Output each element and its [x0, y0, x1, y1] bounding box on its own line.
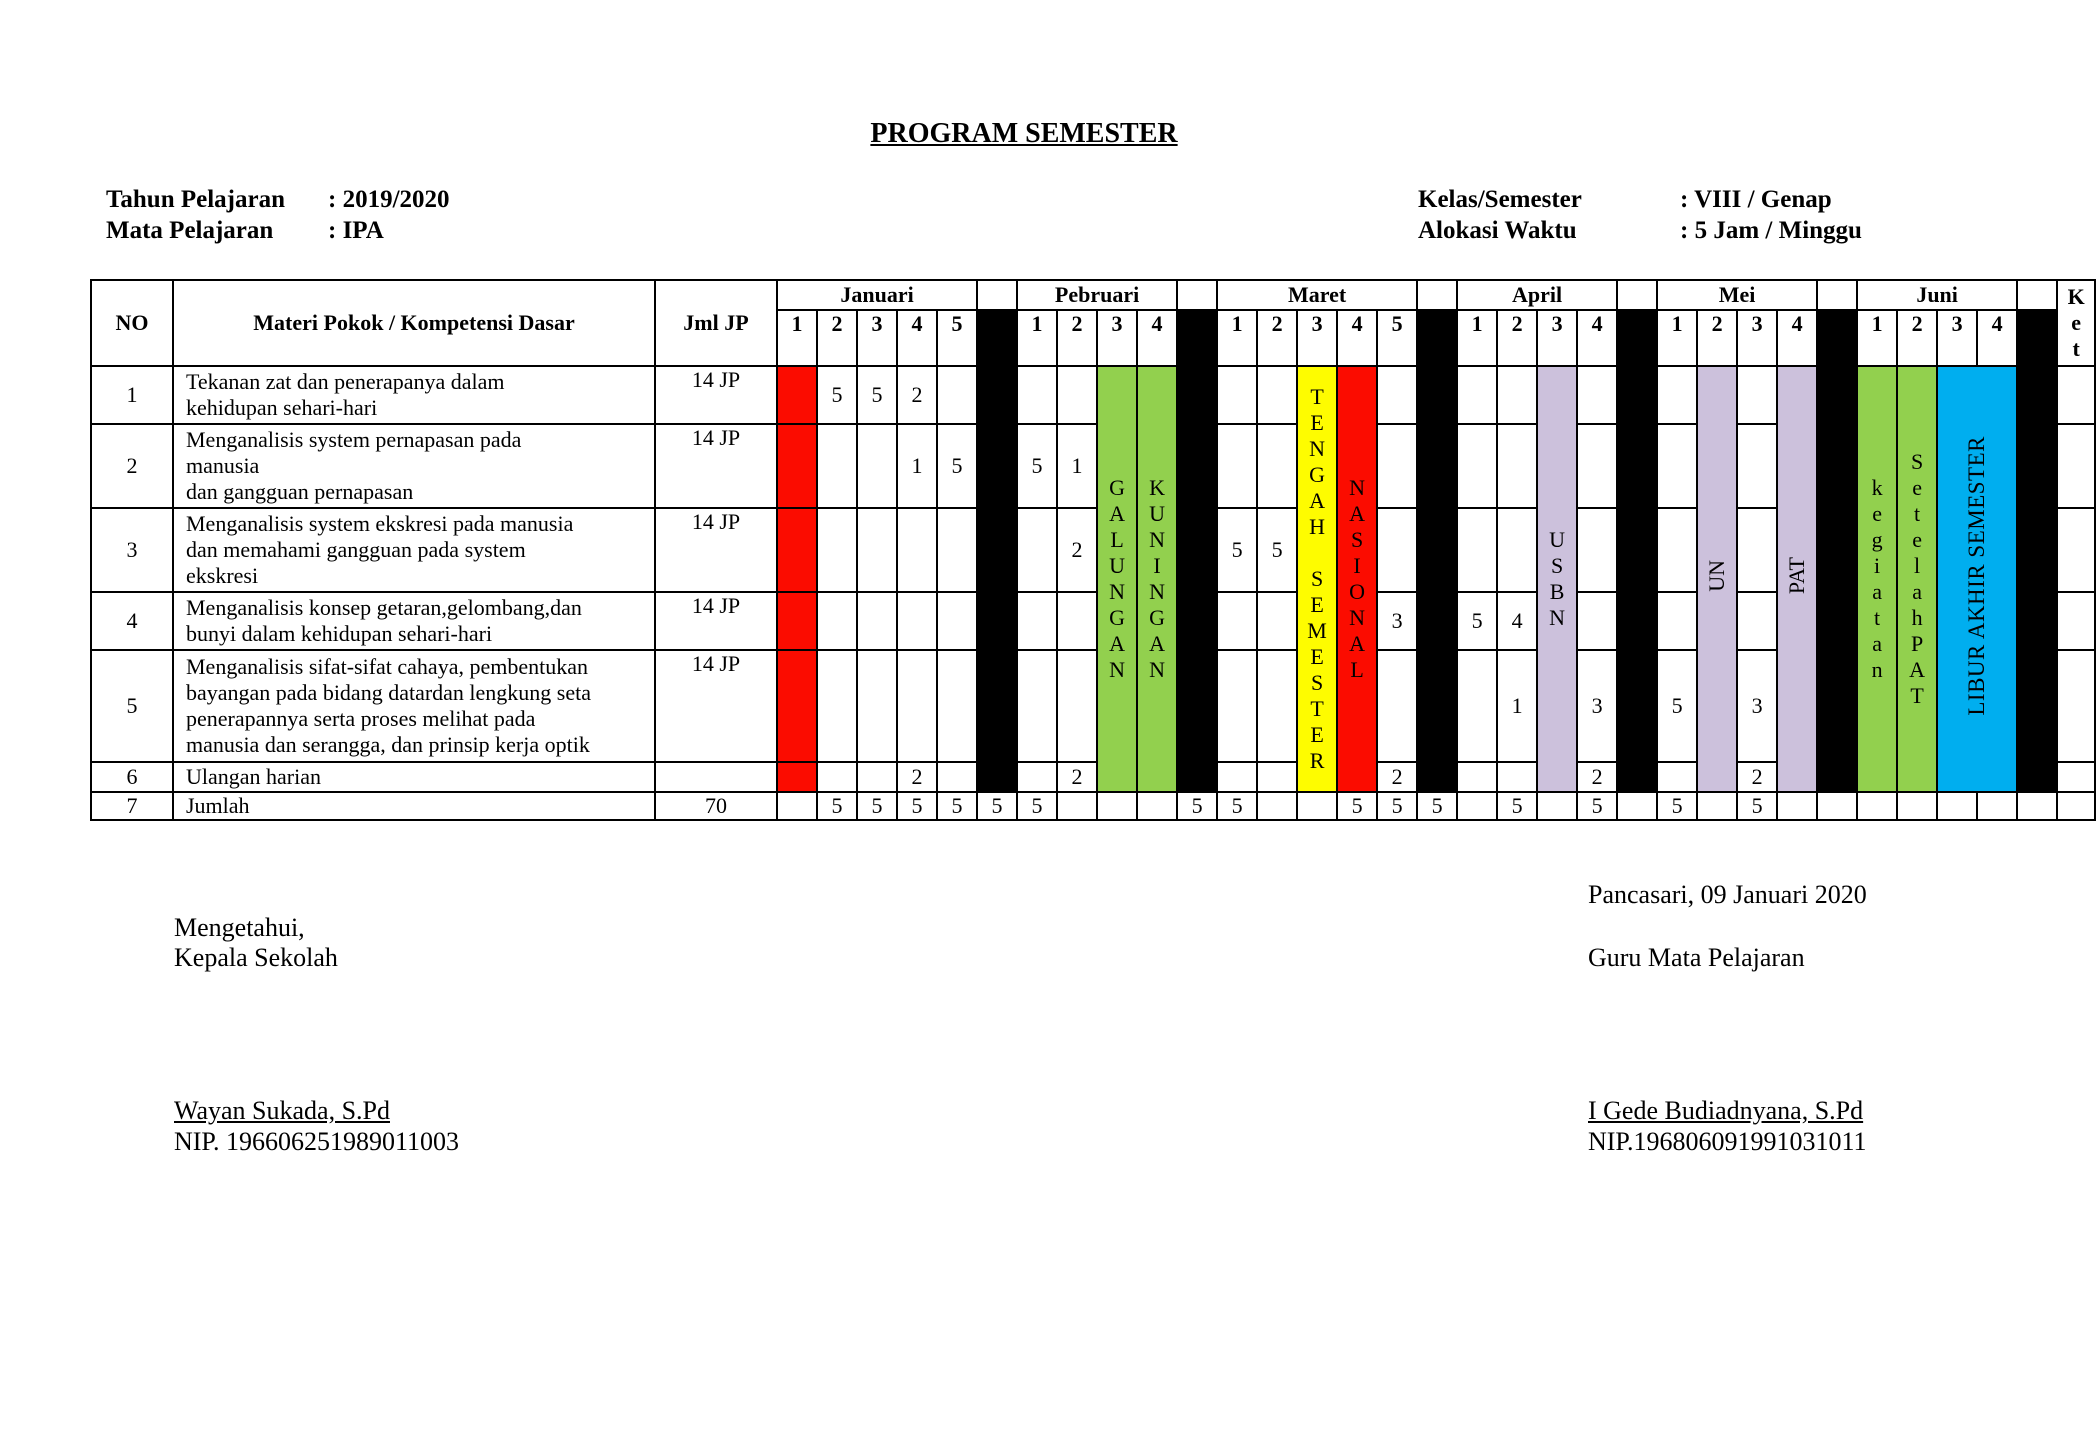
- col-jp-header: Jml JP: [655, 280, 777, 366]
- jumlah-cell: [1137, 792, 1177, 820]
- week-cell: [1497, 366, 1537, 424]
- month-mei: Mei: [1657, 280, 1817, 310]
- row-materi: Menganalisis konsep getaran,gelombang,dan bunyi dalam kehidupan sehari-hari: [173, 592, 655, 650]
- week-cell: [1377, 508, 1417, 592]
- tahun-value: : 2019/2020: [328, 186, 450, 213]
- kepala-nip: NIP. 196606251989011003: [174, 1127, 460, 1156]
- week-cell: 2: [1057, 508, 1097, 592]
- ket-cell: [2057, 592, 2095, 650]
- week-cell: [1457, 650, 1497, 762]
- week-cell: [1657, 508, 1697, 592]
- week-cell: [777, 508, 817, 592]
- jumlah-cell: [777, 792, 817, 820]
- row-materi: Tekanan zat dan penerapanya dalam kehidupan sehari-hari: [173, 366, 655, 424]
- row-jp: 14 JP: [655, 424, 777, 508]
- row-jp: 14 JP: [655, 508, 777, 592]
- week-cell: [857, 762, 897, 792]
- week-number: 2: [1897, 310, 1937, 366]
- week-cell: 3: [1377, 592, 1417, 650]
- week-cell: 3: [1577, 650, 1617, 762]
- kegiatan-band: k e g i a t a n: [1857, 366, 1897, 792]
- week-cell: [1577, 508, 1617, 592]
- week-cell: [1737, 366, 1777, 424]
- week-cell: 3: [1737, 650, 1777, 762]
- row-number: 1: [91, 366, 173, 424]
- row-number: 5: [91, 650, 173, 762]
- galungan-band: G A L U N G A N: [1097, 366, 1137, 792]
- week-cell: [1577, 366, 1617, 424]
- mapel-value: : IPA: [328, 217, 384, 244]
- week-number: 5: [937, 310, 977, 366]
- table-row: [91, 366, 2095, 424]
- nasional-band: N A S I O N A L: [1337, 366, 1377, 792]
- tahun-label: Tahun Pelajaran: [106, 186, 285, 213]
- week-cell: [1737, 592, 1777, 650]
- libur-akhir-semester-band: [1937, 366, 2017, 792]
- week-cell: [817, 650, 857, 762]
- setelah-pat-band: S e t e l a h P A T: [1897, 366, 1937, 792]
- week-number: 1: [1657, 310, 1697, 366]
- week-number: 2: [817, 310, 857, 366]
- week-number: 1: [1017, 310, 1057, 366]
- jumlah-cell: 5: [857, 792, 897, 820]
- week-cell: [777, 592, 817, 650]
- jumlah-cell: 5: [817, 792, 857, 820]
- week-cell: 5: [937, 424, 977, 508]
- week-number: 1: [1457, 310, 1497, 366]
- week-cell: [857, 650, 897, 762]
- ket-cell: [2057, 424, 2095, 508]
- separator-column: [1417, 280, 1457, 310]
- jumlah-cell: [2017, 792, 2057, 820]
- week-cell: [937, 508, 977, 592]
- jumlah-cell: [1457, 792, 1497, 820]
- guru-label: Guru Mata Pelajaran: [1588, 943, 1805, 972]
- week-cell: [777, 366, 817, 424]
- week-cell: 2: [1377, 762, 1417, 792]
- pat-band: PAT: [1777, 366, 1817, 792]
- week-cell: 5: [1017, 424, 1057, 508]
- week-cell: [777, 762, 817, 792]
- jumlah-cell: [2057, 792, 2095, 820]
- week-number: 1: [1857, 310, 1897, 366]
- separator-column: [1177, 280, 1217, 310]
- separator-column: [977, 366, 1017, 792]
- kelas-label: Kelas/Semester: [1418, 186, 1582, 213]
- week-number: 2: [1697, 310, 1737, 366]
- week-cell: [817, 508, 857, 592]
- jumlah-cell: [1817, 792, 1857, 820]
- jumlah-cell: 5: [1657, 792, 1697, 820]
- separator-column: [1177, 366, 1217, 792]
- week-number: 4: [1137, 310, 1177, 366]
- week-number: 5: [1377, 310, 1417, 366]
- week-cell: [1057, 650, 1097, 762]
- row-number: 7: [91, 792, 173, 820]
- week-cell: [1497, 508, 1537, 592]
- week-cell: [1377, 424, 1417, 508]
- week-number: 3: [1097, 310, 1137, 366]
- row-number: 3: [91, 508, 173, 592]
- week-cell: [1217, 424, 1257, 508]
- separator-column: [1817, 310, 1857, 366]
- row-materi: Menganalisis system pernapasan pada manusia dan gangguan pernapasan: [173, 424, 655, 508]
- jumlah-cell: 5: [1497, 792, 1537, 820]
- col-ket-header: K e t: [2057, 280, 2095, 366]
- page-title: PROGRAM SEMESTER: [870, 118, 1178, 149]
- program-semester-table: [90, 279, 2096, 821]
- jumlah-cell: 5: [1017, 792, 1057, 820]
- week-cell: [1257, 424, 1297, 508]
- week-cell: [1457, 508, 1497, 592]
- week-cell: [1657, 366, 1697, 424]
- week-number: 3: [1297, 310, 1337, 366]
- row-materi: Menganalisis system ekskresi pada manusia dan memahami gangguan pada system ekskresi: [173, 508, 655, 592]
- jumlah-cell: [1977, 792, 2017, 820]
- week-cell: 2: [897, 366, 937, 424]
- row-number: 4: [91, 592, 173, 650]
- week-cell: [1657, 592, 1697, 650]
- week-cell: 5: [857, 366, 897, 424]
- week-number: 1: [1217, 310, 1257, 366]
- week-cell: [777, 424, 817, 508]
- week-number: 2: [1057, 310, 1097, 366]
- mapel-label: Mata Pelajaran: [106, 217, 274, 244]
- row-jp: 14 JP: [655, 650, 777, 762]
- month-feb: Pebruari: [1017, 280, 1177, 310]
- week-number: 4: [1777, 310, 1817, 366]
- week-cell: [897, 592, 937, 650]
- week-cell: [1057, 366, 1097, 424]
- week-cell: 4: [1497, 592, 1537, 650]
- week-cell: 5: [1657, 650, 1697, 762]
- week-cell: [1577, 424, 1617, 508]
- week-cell: [857, 592, 897, 650]
- jumlah-cell: [1537, 792, 1577, 820]
- place-date: Pancasari, 09 Januari 2020: [1588, 880, 1867, 909]
- week-cell: [1457, 762, 1497, 792]
- week-number: 4: [897, 310, 937, 366]
- col-no-header: NO: [91, 280, 173, 366]
- row-jp: 14 JP: [655, 366, 777, 424]
- week-number: 2: [1497, 310, 1537, 366]
- kuningan-band: K U N I N G A N: [1137, 366, 1177, 792]
- week-cell: 2: [1057, 762, 1097, 792]
- kelas-value: : VIII / Genap: [1680, 186, 1832, 213]
- alokasi-value: : 5 Jam / Minggu: [1680, 217, 1862, 244]
- separator-column: [1617, 280, 1657, 310]
- week-number: 3: [1537, 310, 1577, 366]
- jumlah-cell: 5: [1177, 792, 1217, 820]
- tengah-semester-band: T E N G A H S E M E S T E R: [1297, 366, 1337, 792]
- week-cell: [937, 366, 977, 424]
- ket-cell: [2057, 508, 2095, 592]
- jumlah-cell: 5: [1377, 792, 1417, 820]
- week-cell: 1: [897, 424, 937, 508]
- separator-column: [1177, 310, 1217, 366]
- week-cell: [1737, 424, 1777, 508]
- jumlah-row: [91, 792, 2095, 820]
- week-cell: [857, 508, 897, 592]
- jumlah-cell: 5: [1577, 792, 1617, 820]
- week-cell: 5: [1217, 508, 1257, 592]
- row-jp: 14 JP: [655, 592, 777, 650]
- row-materi: Menganalisis sifat-sifat cahaya, pembentukan bayangan pada bidang datardan lengkung seta penerapannya serta proses melihat pada manusia dan serangga, dan prinsip kerja optik: [173, 650, 655, 762]
- week-cell: [1377, 366, 1417, 424]
- week-cell: [1057, 592, 1097, 650]
- jumlah-cell: [1297, 792, 1337, 820]
- week-cell: [1257, 366, 1297, 424]
- week-cell: 5: [1257, 508, 1297, 592]
- separator-column: [2017, 310, 2057, 366]
- separator-column: [2017, 366, 2057, 792]
- week-cell: 2: [897, 762, 937, 792]
- separator-column: [1817, 366, 1857, 792]
- jumlah-cell: 5: [977, 792, 1017, 820]
- separator-column: [1617, 366, 1657, 792]
- week-cell: [1017, 508, 1057, 592]
- week-cell: [937, 762, 977, 792]
- week-cell: [1217, 762, 1257, 792]
- week-cell: [1257, 650, 1297, 762]
- jumlah-cell: 5: [1337, 792, 1377, 820]
- separator-column: [1417, 366, 1457, 792]
- month-jan: Januari: [777, 280, 977, 310]
- week-cell: [817, 424, 857, 508]
- separator-column: [1617, 310, 1657, 366]
- guru-name: I Gede Budiadnyana, S.Pd: [1588, 1096, 1864, 1125]
- col-materi-header: Materi Pokok / Kompetensi Dasar: [173, 280, 655, 366]
- week-cell: [1217, 592, 1257, 650]
- row-number: 6: [91, 762, 173, 792]
- separator-column: [2017, 280, 2057, 310]
- week-cell: 2: [1737, 762, 1777, 792]
- week-number: 3: [1937, 310, 1977, 366]
- month-jun: Juni: [1857, 280, 2017, 310]
- guru-nip: NIP.196806091991031011: [1588, 1127, 1867, 1156]
- jumlah-cell: [1057, 792, 1097, 820]
- week-cell: [1017, 762, 1057, 792]
- jumlah-cell: 5: [937, 792, 977, 820]
- week-cell: [1257, 592, 1297, 650]
- week-cell: [1577, 592, 1617, 650]
- row-number: 2: [91, 424, 173, 508]
- week-number: 2: [1257, 310, 1297, 366]
- ket-cell: [2057, 366, 2095, 424]
- jumlah-cell: 5: [897, 792, 937, 820]
- jumlah-cell: [1097, 792, 1137, 820]
- week-cell: [857, 424, 897, 508]
- week-cell: [1457, 424, 1497, 508]
- week-cell: [1257, 762, 1297, 792]
- week-cell: [817, 762, 857, 792]
- week-cell: [1017, 592, 1057, 650]
- separator-column: [1417, 310, 1457, 366]
- week-number: 3: [857, 310, 897, 366]
- jumlah-cell: [1617, 792, 1657, 820]
- week-cell: [937, 650, 977, 762]
- week-cell: [897, 650, 937, 762]
- week-cell: 1: [1057, 424, 1097, 508]
- week-cell: [937, 592, 977, 650]
- week-cell: [1497, 424, 1537, 508]
- month-mar: Maret: [1217, 280, 1417, 310]
- jumlah-cell: [1897, 792, 1937, 820]
- separator-column: [1817, 280, 1857, 310]
- week-cell: 5: [1457, 592, 1497, 650]
- week-cell: 2: [1577, 762, 1617, 792]
- month-apr: April: [1457, 280, 1617, 310]
- week-number: 3: [1737, 310, 1777, 366]
- jumlah-cell: [1937, 792, 1977, 820]
- row-materi: Ulangan harian: [173, 762, 655, 792]
- libur-label: LIBUR AKHIR SEMESTER: [1964, 436, 1990, 716]
- kepala-name: Wayan Sukada, S.Pd: [174, 1096, 390, 1125]
- jumlah-jp: 70: [655, 792, 777, 820]
- week-cell: [1217, 650, 1257, 762]
- row-jp: [655, 762, 777, 792]
- mengetahui-label: Mengetahui,: [174, 913, 305, 942]
- jumlah-cell: 5: [1417, 792, 1457, 820]
- week-number: 4: [1577, 310, 1617, 366]
- jumlah-cell: [1777, 792, 1817, 820]
- week-cell: [1497, 762, 1537, 792]
- ket-cell: [2057, 650, 2095, 762]
- jumlah-cell: [1697, 792, 1737, 820]
- week-cell: [1017, 366, 1057, 424]
- jumlah-cell: [1857, 792, 1897, 820]
- kepala-sekolah-label: Kepala Sekolah: [174, 943, 338, 972]
- un-band: UN: [1697, 366, 1737, 792]
- week-cell: [897, 508, 937, 592]
- usbn-band: U S B N: [1537, 366, 1577, 792]
- week-cell: [1017, 650, 1057, 762]
- separator-column: [977, 310, 1017, 366]
- separator-column: [977, 280, 1017, 310]
- week-cell: 1: [1497, 650, 1537, 762]
- week-cell: [1657, 424, 1697, 508]
- week-cell: [1737, 508, 1777, 592]
- week-cell: [817, 592, 857, 650]
- ket-cell: [2057, 762, 2095, 792]
- week-cell: [1377, 650, 1417, 762]
- week-cell: [1657, 762, 1697, 792]
- week-cell: 5: [817, 366, 857, 424]
- jumlah-cell: 5: [1217, 792, 1257, 820]
- week-number: 4: [1977, 310, 2017, 366]
- jumlah-label: Jumlah: [173, 792, 655, 820]
- jumlah-cell: [1257, 792, 1297, 820]
- jumlah-cell: 5: [1737, 792, 1777, 820]
- week-cell: [777, 650, 817, 762]
- week-number: 4: [1337, 310, 1377, 366]
- week-cell: [1217, 366, 1257, 424]
- alokasi-label: Alokasi Waktu: [1418, 217, 1577, 244]
- week-number: 1: [777, 310, 817, 366]
- week-cell: [1457, 366, 1497, 424]
